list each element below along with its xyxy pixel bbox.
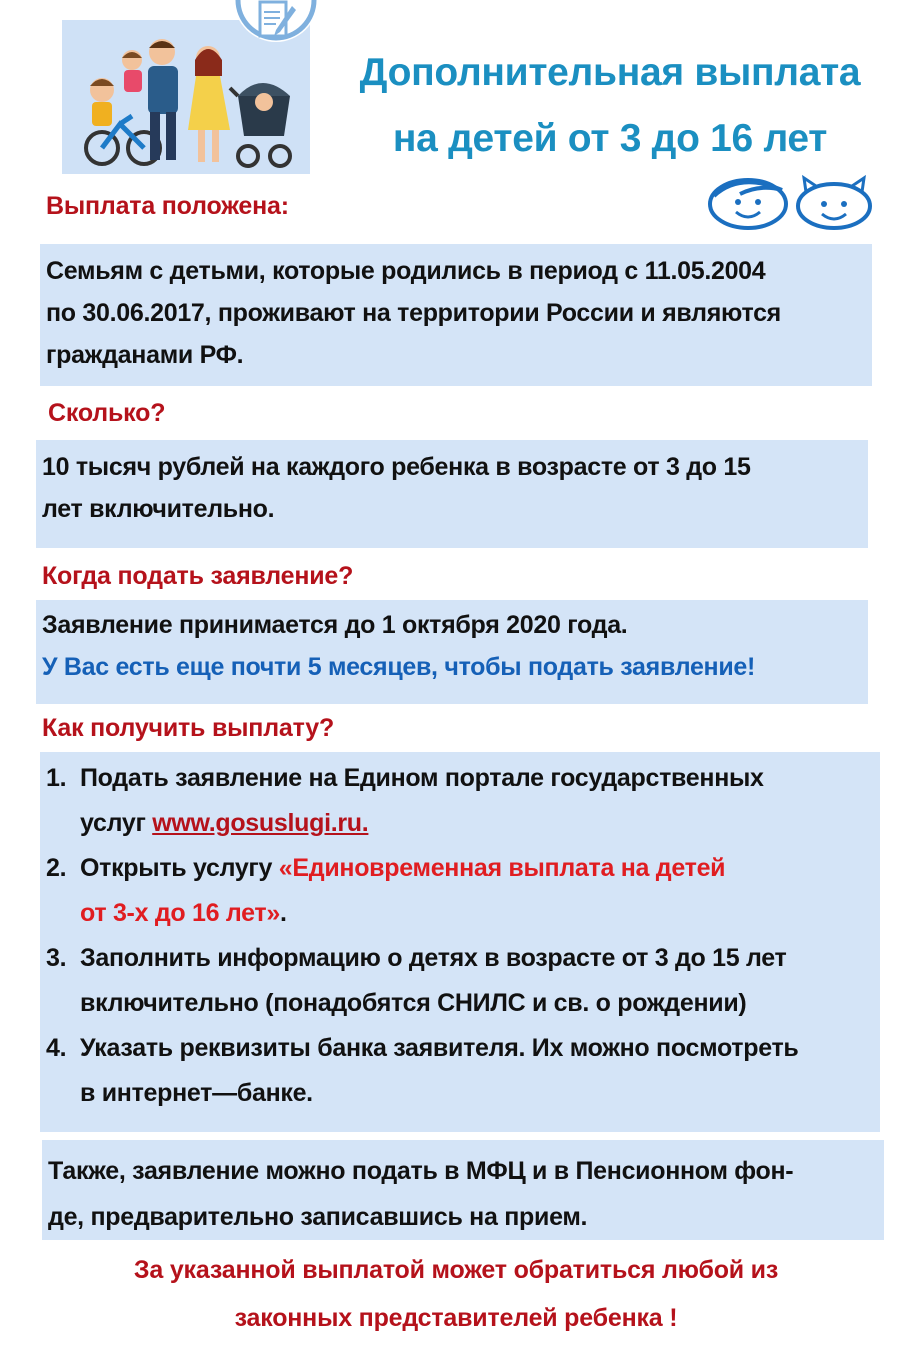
amount-line-2: лет включительно. [42, 495, 275, 523]
step-2-line-1 [80, 846, 880, 891]
step-number: 4. [46, 1034, 67, 1062]
eligibility-line-3: гражданами РФ. [46, 341, 244, 369]
step-4-line-2: в интернет—банке. [80, 1079, 313, 1107]
step-2 [46, 846, 880, 936]
also-box [42, 1140, 884, 1240]
step-3-line-1: Заполнить информацию о детях в возрасте от 3 до 15 лет [80, 944, 787, 972]
document-pen-icon [232, 0, 320, 62]
deadline-line-1: Заявление принимается до 1 октября 2020 года. [42, 611, 628, 639]
step-2-text: Открыть услугу [80, 854, 279, 882]
step-1-text: услуг [80, 809, 153, 837]
deadline-reminder: У Вас есть еще почти 5 месяцев, чтобы подать заявление! [42, 653, 756, 681]
steps-list [46, 756, 880, 1116]
gosuslugi-link[interactable]: www.gosuslugi.ru. [152, 809, 369, 837]
title-line-1: Дополнительная выплата [359, 51, 861, 94]
step-1 [46, 756, 880, 846]
how-box [40, 752, 880, 1132]
deadline-box [36, 600, 868, 704]
also-line-1: Также, заявление можно подать в МФЦ и в Пенсионном фон- [48, 1157, 794, 1185]
footer-note [40, 1246, 872, 1342]
eligibility-line-2: по 30.06.2017, проживают на территории России и являются [46, 299, 781, 327]
step-number: 1. [46, 764, 67, 792]
children-faces-icon [700, 168, 880, 232]
amount-line-1: 10 тысяч рублей на каждого ребенка в возрасте от 3 до 15 [42, 453, 751, 481]
eligibility-heading: Выплата положена: [46, 192, 289, 220]
step-number: 3. [46, 944, 67, 972]
service-name: «Единовременная выплата на детей [278, 854, 726, 882]
amount-box [36, 440, 868, 548]
eligibility-box [40, 244, 872, 386]
step-2-line-2 [80, 891, 880, 936]
eligibility-line-1: Семьям с детьми, которые родились в период с 11.05.2004 [46, 257, 766, 285]
step-3 [46, 936, 880, 1026]
step-number: 2. [46, 854, 67, 882]
how-heading: Как получить выплату? [42, 714, 335, 742]
title-line-2: на детей от 3 до 16 лет [392, 117, 828, 160]
step-1-line-1: Подать заявление на Едином портале государственных [80, 764, 764, 792]
also-line-2: де, предварительно записавшись на прием. [48, 1203, 588, 1231]
footer-line-1: За указанной выплатой может обратиться любой из [133, 1256, 779, 1284]
step-4-line-1: Указать реквизиты банка заявителя. Их можно посмотреть [80, 1034, 799, 1062]
step-4 [46, 1026, 880, 1116]
step-1-line-2 [80, 801, 880, 846]
step-3-line-2: включительно (понадобятся СНИЛС и св. о рождении) [80, 989, 747, 1017]
page-title [330, 40, 890, 172]
deadline-heading: Когда подать заявление? [42, 562, 354, 590]
amount-heading: Сколько? [48, 399, 166, 427]
footer-line-2: законных представителей ребенка ! [234, 1304, 678, 1332]
step-2-suffix: . [279, 899, 287, 927]
service-name-cont: от 3-х до 16 лет» [80, 899, 280, 927]
